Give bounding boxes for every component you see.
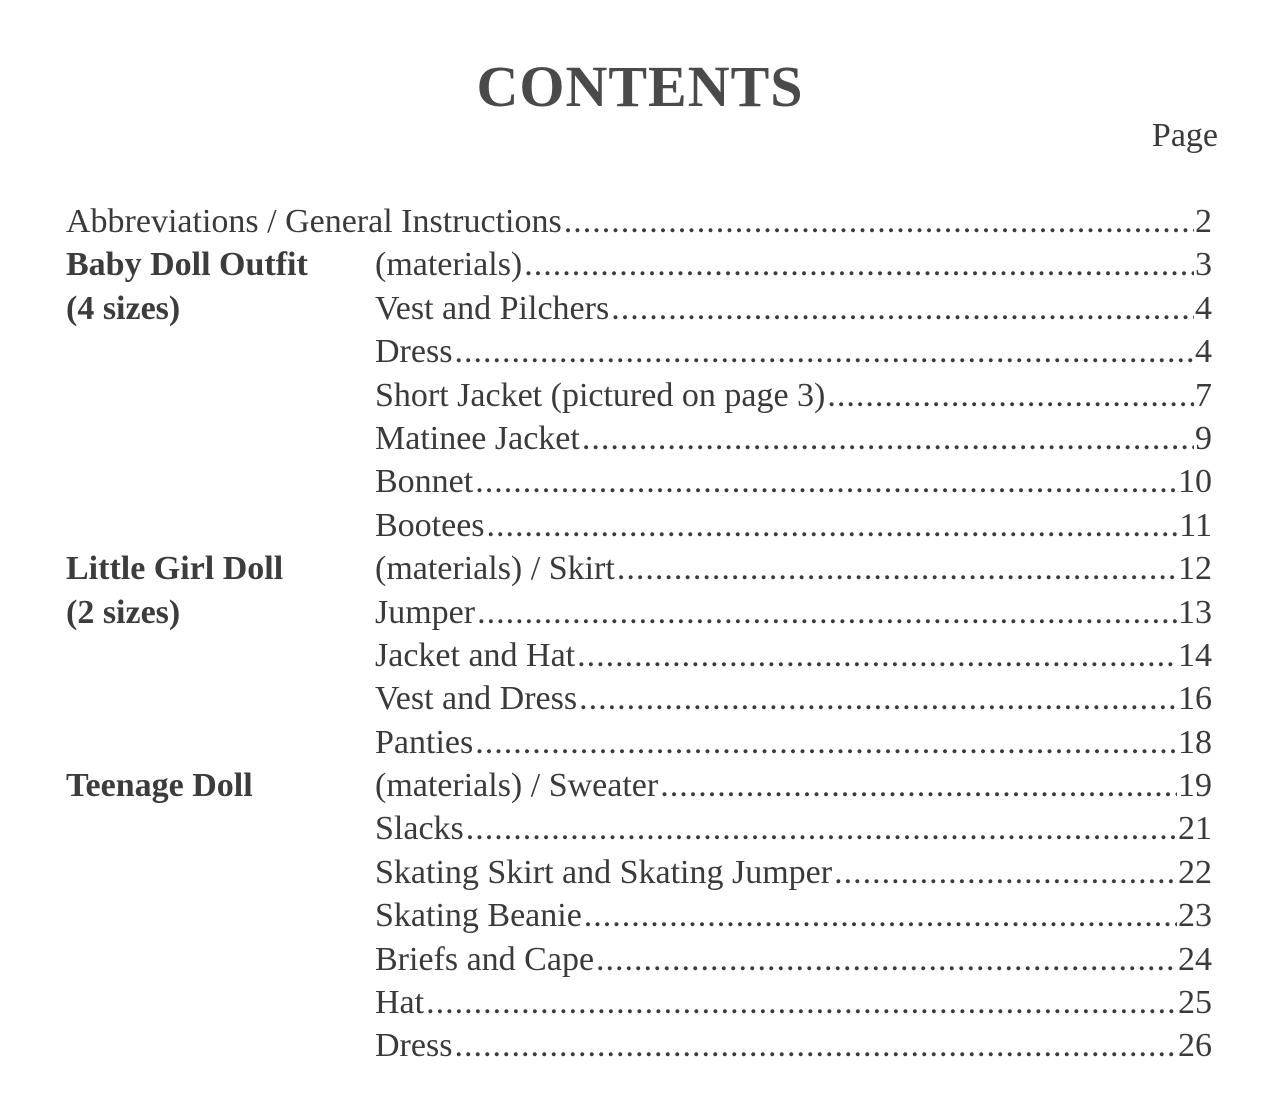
toc-entry xyxy=(375,634,1212,677)
page-number: 21 xyxy=(1178,810,1212,848)
toc-entry xyxy=(375,547,1212,590)
page-number: 14 xyxy=(1178,636,1212,674)
page-number: 3 xyxy=(1195,246,1212,284)
section-label: (2 sizes) xyxy=(66,593,181,631)
entry-title: Skating Skirt and Skating Jumper xyxy=(375,853,833,891)
entry-title: Slacks xyxy=(375,810,464,848)
toc-row xyxy=(66,547,1212,590)
page-number: 11 xyxy=(1179,506,1212,544)
section-label: Little Girl Doll xyxy=(66,550,284,588)
toc-entry xyxy=(375,721,1212,764)
page-number: 10 xyxy=(1178,463,1212,501)
toc-entry xyxy=(375,764,1212,807)
page-number: 4 xyxy=(1195,333,1212,371)
dot-leader xyxy=(524,243,1194,286)
dot-leader xyxy=(454,1024,1177,1067)
page-number: 26 xyxy=(1178,1027,1212,1065)
page-number: 7 xyxy=(1195,376,1212,414)
toc-entry xyxy=(375,287,1212,330)
page-number: 2 xyxy=(1195,203,1212,240)
toc-entry xyxy=(375,981,1212,1024)
entry-title: Short Jacket (pictured on page 3) xyxy=(375,376,826,414)
entry-title: Jacket and Hat xyxy=(375,636,576,674)
page-number: 23 xyxy=(1178,897,1212,935)
page-column-header: Page xyxy=(1151,117,1218,154)
toc-row xyxy=(66,460,1212,503)
toc-row xyxy=(66,200,1212,243)
entry-title: Vest and Dress xyxy=(375,680,578,718)
toc-entry xyxy=(375,504,1212,547)
dot-leader xyxy=(475,460,1177,503)
entry-title: Dress xyxy=(375,333,453,371)
dot-leader xyxy=(617,547,1177,590)
toc-row xyxy=(66,287,1212,330)
toc-entry xyxy=(375,894,1212,937)
dot-leader xyxy=(834,851,1177,894)
dot-leader xyxy=(582,417,1194,460)
toc-entry xyxy=(375,374,1212,417)
toc-row xyxy=(66,243,1212,286)
toc-entry xyxy=(375,938,1212,981)
toc-row xyxy=(66,721,1212,764)
toc-entry xyxy=(375,460,1212,503)
toc-entry xyxy=(375,591,1212,634)
toc-row xyxy=(66,807,1212,850)
entry-title: Briefs and Cape xyxy=(375,940,595,978)
toc-row xyxy=(66,981,1212,1024)
entry-title: Hat xyxy=(375,984,425,1022)
dot-leader xyxy=(466,807,1177,850)
entry-title: Vest and Pilchers xyxy=(375,289,610,327)
table-of-contents xyxy=(66,200,1212,1068)
toc-row xyxy=(66,504,1212,547)
section-label: Baby Doll Outfit xyxy=(66,246,308,284)
toc-entry xyxy=(375,243,1212,286)
dot-leader xyxy=(660,764,1177,807)
toc-entry xyxy=(375,807,1212,850)
toc-entry xyxy=(375,417,1212,460)
toc-entry xyxy=(375,851,1212,894)
page-number: 4 xyxy=(1195,289,1212,327)
toc-row xyxy=(66,851,1212,894)
entry-title: Skating Beanie xyxy=(375,897,582,935)
entry-title: Abbreviations / General Instructions xyxy=(66,203,562,240)
page-number: 18 xyxy=(1178,723,1212,761)
toc-row xyxy=(66,764,1212,807)
dot-leader xyxy=(564,200,1194,243)
toc-row xyxy=(66,634,1212,677)
dot-leader xyxy=(596,938,1177,981)
entry-title: Panties xyxy=(375,723,474,761)
entry-title: Bonnet xyxy=(375,463,474,501)
page-number: 13 xyxy=(1178,593,1212,631)
toc-entry xyxy=(66,200,1212,243)
toc-row xyxy=(66,591,1212,634)
page-number: 22 xyxy=(1178,853,1212,891)
toc-row xyxy=(66,938,1212,981)
entry-title: (materials) xyxy=(375,246,523,284)
entry-title: Dress xyxy=(375,1027,453,1065)
dot-leader xyxy=(426,981,1177,1024)
section-label: Teenage Doll xyxy=(66,767,253,805)
toc-row xyxy=(66,417,1212,460)
dot-leader xyxy=(579,677,1177,720)
page-number: 12 xyxy=(1178,550,1212,588)
entry-title: (materials) / Skirt xyxy=(375,550,615,588)
dot-leader xyxy=(454,330,1194,373)
toc-row xyxy=(66,330,1212,373)
toc-entry xyxy=(375,677,1212,720)
section-label: (4 sizes) xyxy=(66,289,181,327)
dot-leader xyxy=(611,287,1194,330)
toc-entry xyxy=(375,330,1212,373)
page-number: 16 xyxy=(1178,680,1212,718)
dot-leader xyxy=(477,591,1177,634)
entry-title: Jumper xyxy=(375,593,476,631)
dot-leader xyxy=(827,374,1194,417)
entry-title: Matinee Jacket xyxy=(375,419,580,457)
toc-row xyxy=(66,677,1212,720)
dot-leader xyxy=(475,721,1177,764)
entry-title: Bootees xyxy=(375,506,485,544)
toc-row xyxy=(66,894,1212,937)
page-number: 24 xyxy=(1178,940,1212,978)
page-number: 25 xyxy=(1178,984,1212,1022)
entry-title: (materials) / Sweater xyxy=(375,767,659,805)
toc-row xyxy=(66,1024,1212,1067)
toc-entry xyxy=(375,1024,1212,1067)
page-number: 9 xyxy=(1195,419,1212,457)
toc-row xyxy=(66,374,1212,417)
dot-leader xyxy=(487,504,1179,547)
dot-leader xyxy=(577,634,1177,677)
dot-leader xyxy=(584,894,1177,937)
page-title: CONTENTS xyxy=(476,54,804,119)
page-number: 19 xyxy=(1178,767,1212,805)
